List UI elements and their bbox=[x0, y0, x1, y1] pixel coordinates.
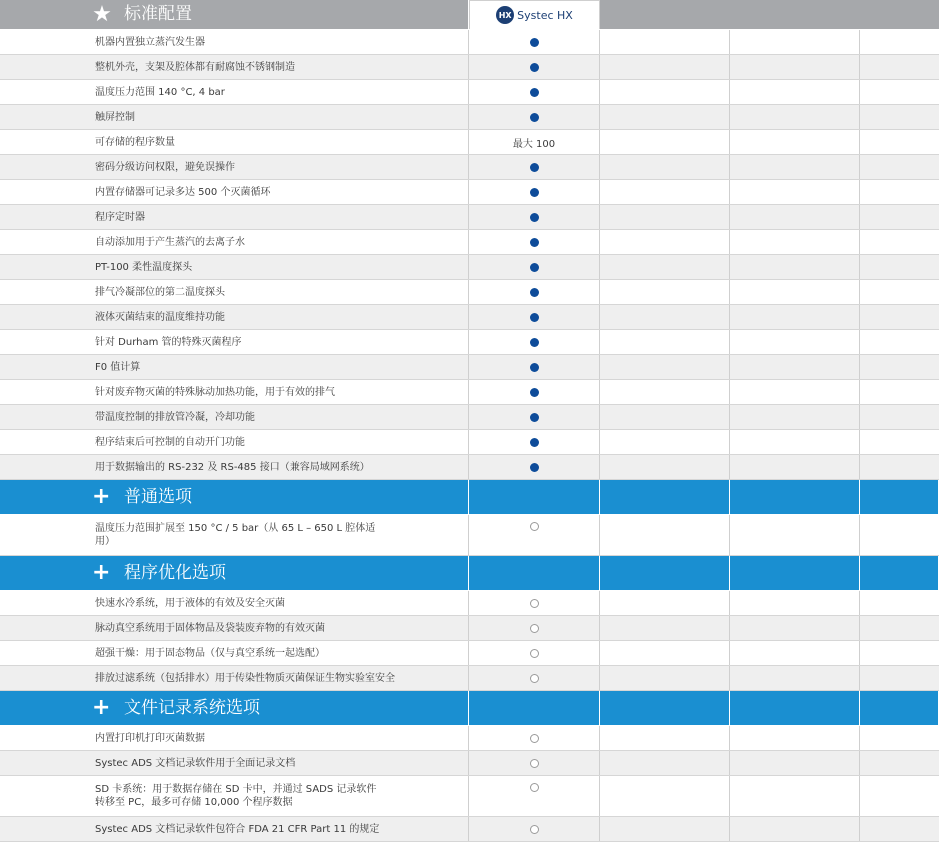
standard-dot-icon bbox=[530, 163, 539, 172]
standard-dot-icon bbox=[530, 413, 539, 422]
optional-circle-icon bbox=[530, 825, 539, 834]
model-value-cell bbox=[469, 205, 600, 229]
standard-dot-icon bbox=[530, 363, 539, 372]
section-empty-col bbox=[469, 691, 600, 725]
table-row bbox=[0, 105, 939, 130]
table-row bbox=[0, 330, 939, 355]
section-empty-col bbox=[469, 556, 600, 590]
model-value-cell bbox=[469, 405, 600, 429]
model-value-cell bbox=[469, 666, 600, 690]
optional-circle-icon bbox=[530, 649, 539, 658]
table-row bbox=[0, 455, 939, 480]
empty-cell bbox=[730, 591, 860, 615]
model-value-cell bbox=[469, 80, 600, 104]
empty-cell bbox=[730, 355, 860, 379]
optional-circle-icon bbox=[530, 674, 539, 683]
feature-label: 机器内置独立蒸汽发生器 bbox=[0, 30, 469, 54]
empty-cell bbox=[600, 380, 730, 404]
feature-label: 针对废弃物灭菌的特殊脉动加热功能，用于有效的排气 bbox=[0, 380, 469, 404]
empty-cell bbox=[860, 305, 939, 329]
empty-cell bbox=[860, 155, 939, 179]
model-value-cell bbox=[469, 230, 600, 254]
section-empty-col bbox=[860, 691, 939, 725]
table-row bbox=[0, 305, 939, 330]
feature-label: PT-100 柔性温度探头 bbox=[0, 255, 469, 279]
table-row bbox=[0, 666, 939, 691]
table-row bbox=[0, 751, 939, 776]
feature-label: 液体灭菌结束的温度维持功能 bbox=[0, 305, 469, 329]
empty-cell bbox=[730, 55, 860, 79]
feature-label: 程序结束后可控制的自动开门功能 bbox=[0, 430, 469, 454]
empty-cell bbox=[600, 205, 730, 229]
feature-label: Systec ADS 文档记录软件用于全面记录文档 bbox=[0, 751, 469, 775]
standard-dot-icon bbox=[530, 238, 539, 247]
table-row bbox=[0, 515, 939, 556]
empty-cell bbox=[860, 515, 939, 555]
table-row bbox=[0, 430, 939, 455]
optional-circle-icon bbox=[530, 599, 539, 608]
optional-circle-icon bbox=[530, 624, 539, 633]
standard-dot-icon bbox=[530, 463, 539, 472]
empty-cell bbox=[600, 280, 730, 304]
section-title: 程序优化选项 bbox=[124, 562, 226, 583]
model-value-cell bbox=[469, 817, 600, 841]
feature-label: 自动添加用于产生蒸汽的去离子水 bbox=[0, 230, 469, 254]
empty-cell bbox=[600, 666, 730, 690]
feature-label: Systec ADS 文档记录软件包符合 FDA 21 CFR Part 11 的规定 bbox=[0, 817, 469, 841]
empty-cell bbox=[860, 666, 939, 690]
empty-cell bbox=[600, 616, 730, 640]
model-value-cell bbox=[469, 380, 600, 404]
model-value-cell bbox=[469, 776, 600, 816]
empty-cell bbox=[860, 616, 939, 640]
model-value-cell bbox=[469, 430, 600, 454]
empty-cell bbox=[860, 55, 939, 79]
empty-cell bbox=[860, 355, 939, 379]
section-empty-col bbox=[730, 691, 860, 725]
optional-circle-icon bbox=[530, 783, 539, 792]
table-row bbox=[0, 55, 939, 80]
feature-label: 密码分级访问权限，避免误操作 bbox=[0, 155, 469, 179]
empty-cell bbox=[600, 130, 730, 154]
empty-cell bbox=[860, 180, 939, 204]
empty-cell bbox=[600, 455, 730, 479]
model-value-cell bbox=[469, 515, 600, 555]
empty-cell bbox=[860, 380, 939, 404]
model-value-cell bbox=[469, 591, 600, 615]
model-value-cell bbox=[469, 751, 600, 775]
table-row bbox=[0, 405, 939, 430]
empty-cell bbox=[600, 817, 730, 841]
empty-cell bbox=[600, 751, 730, 775]
empty-cell bbox=[860, 80, 939, 104]
model-value-cell bbox=[469, 355, 600, 379]
empty-cell bbox=[600, 641, 730, 665]
table-row bbox=[0, 80, 939, 105]
empty-cell bbox=[730, 380, 860, 404]
empty-cell bbox=[600, 355, 730, 379]
empty-cell bbox=[730, 230, 860, 254]
section-empty-col bbox=[600, 480, 730, 514]
empty-cell bbox=[860, 230, 939, 254]
model-value-cell bbox=[469, 255, 600, 279]
feature-label: 内置打印机打印灭菌数据 bbox=[0, 726, 469, 750]
model-value-cell bbox=[469, 330, 600, 354]
section-empty-col bbox=[600, 556, 730, 590]
feature-label: 排放过滤系统（包括排水）用于传染性物质灭菌保证生物实验室安全 bbox=[0, 666, 469, 690]
standard-dot-icon bbox=[530, 63, 539, 72]
model-header-cell bbox=[469, 0, 600, 29]
empty-cell bbox=[860, 817, 939, 841]
option-sections bbox=[0, 480, 939, 842]
empty-cell bbox=[730, 205, 860, 229]
empty-cell bbox=[730, 255, 860, 279]
table-row bbox=[0, 130, 939, 155]
empty-cell bbox=[860, 641, 939, 665]
standard-dot-icon bbox=[530, 338, 539, 347]
empty-cell bbox=[860, 280, 939, 304]
header-title-cell bbox=[0, 0, 469, 29]
table-row bbox=[0, 280, 939, 305]
standard-dot-icon bbox=[530, 313, 539, 322]
header-empty-col bbox=[730, 0, 860, 29]
model-value-cell bbox=[469, 55, 600, 79]
section-empty-col bbox=[600, 691, 730, 725]
feature-label: 温度压力范围 140 °C, 4 bar bbox=[0, 80, 469, 104]
feature-label: 用于数据输出的 RS-232 及 RS-485 接口（兼容局域网系统） bbox=[0, 455, 469, 479]
empty-cell bbox=[600, 430, 730, 454]
model-name: Systec HX bbox=[517, 8, 573, 22]
table-row bbox=[0, 591, 939, 616]
empty-cell bbox=[730, 180, 860, 204]
empty-cell bbox=[730, 130, 860, 154]
feature-label: 程序定时器 bbox=[0, 205, 469, 229]
table-row bbox=[0, 255, 939, 280]
section-title: 普通选项 bbox=[124, 486, 192, 507]
section-header bbox=[0, 691, 939, 726]
table-row bbox=[0, 155, 939, 180]
model-value-cell bbox=[469, 641, 600, 665]
standard-dot-icon bbox=[530, 388, 539, 397]
model-value-cell bbox=[469, 455, 600, 479]
table-row bbox=[0, 205, 939, 230]
feature-label: 温度压力范围扩展至 150 °C / 5 bar（从 65 L – 650 L 腔体适用） bbox=[0, 515, 469, 555]
empty-cell bbox=[730, 666, 860, 690]
model-value-cell bbox=[469, 726, 600, 750]
section-empty-col bbox=[730, 556, 860, 590]
feature-label: 超强干燥：用于固态物品（仅与真空系统一起选配） bbox=[0, 641, 469, 665]
empty-cell bbox=[860, 255, 939, 279]
empty-cell bbox=[860, 105, 939, 129]
table-row bbox=[0, 355, 939, 380]
empty-cell bbox=[600, 330, 730, 354]
feature-label: 内置存储器可记录多达 500 个灭菌循环 bbox=[0, 180, 469, 204]
model-value-cell bbox=[469, 305, 600, 329]
section-empty-col bbox=[860, 480, 939, 514]
section-header bbox=[0, 480, 939, 515]
empty-cell bbox=[600, 515, 730, 555]
table-row bbox=[0, 616, 939, 641]
model-value-cell bbox=[469, 130, 600, 154]
empty-cell bbox=[600, 155, 730, 179]
empty-cell bbox=[730, 616, 860, 640]
empty-cell bbox=[860, 330, 939, 354]
empty-cell bbox=[730, 726, 860, 750]
feature-label: F0 值计算 bbox=[0, 355, 469, 379]
empty-cell bbox=[730, 155, 860, 179]
feature-label: SD 卡系统：用于数据存储在 SD 卡中，并通过 SADS 记录软件转移至 PC，最多可存储 10,000 个程序数据 bbox=[0, 776, 469, 816]
feature-label: 整机外壳，支架及腔体都有耐腐蚀不锈钢制造 bbox=[0, 55, 469, 79]
standard-dot-icon bbox=[530, 213, 539, 222]
optional-circle-icon bbox=[530, 522, 539, 531]
empty-cell bbox=[600, 230, 730, 254]
empty-cell bbox=[730, 430, 860, 454]
model-value-text: 最大 100 bbox=[512, 138, 556, 150]
model-value-cell bbox=[469, 280, 600, 304]
section-title-cell bbox=[0, 691, 469, 725]
plus-icon: + bbox=[92, 560, 111, 585]
empty-cell bbox=[730, 455, 860, 479]
section-empty-col bbox=[860, 556, 939, 590]
empty-cell bbox=[730, 330, 860, 354]
empty-cell bbox=[600, 255, 730, 279]
section-empty-col bbox=[469, 480, 600, 514]
empty-cell bbox=[730, 751, 860, 775]
empty-cell bbox=[730, 80, 860, 104]
table-row bbox=[0, 817, 939, 842]
optional-circle-icon bbox=[530, 759, 539, 768]
table-row bbox=[0, 30, 939, 55]
feature-label: 快速水冷系统，用于液体的有效及安全灭菌 bbox=[0, 591, 469, 615]
plus-icon: + bbox=[92, 484, 111, 509]
header-title: 标准配置 bbox=[124, 4, 192, 24]
model-value-cell bbox=[469, 180, 600, 204]
table-row bbox=[0, 380, 939, 405]
section-header bbox=[0, 556, 939, 591]
model-value-cell bbox=[469, 105, 600, 129]
table-row bbox=[0, 180, 939, 205]
empty-cell bbox=[860, 205, 939, 229]
section-title: 文件记录系统选项 bbox=[124, 697, 260, 718]
header-empty-col bbox=[600, 0, 730, 29]
empty-cell bbox=[860, 30, 939, 54]
table-row bbox=[0, 726, 939, 751]
feature-label: 脉动真空系统用于固体物品及袋装废弃物的有效灭菌 bbox=[0, 616, 469, 640]
empty-cell bbox=[730, 305, 860, 329]
empty-cell bbox=[600, 776, 730, 816]
empty-cell bbox=[600, 180, 730, 204]
empty-cell bbox=[730, 105, 860, 129]
feature-label: 带温度控制的排放管冷凝，冷却功能 bbox=[0, 405, 469, 429]
plus-icon: + bbox=[92, 695, 111, 720]
section-empty-col bbox=[730, 480, 860, 514]
feature-label: 可存储的程序数量 bbox=[0, 130, 469, 154]
standard-dot-icon bbox=[530, 88, 539, 97]
standard-dot-icon bbox=[530, 188, 539, 197]
standard-dot-icon bbox=[530, 113, 539, 122]
empty-cell bbox=[730, 515, 860, 555]
table-header bbox=[0, 0, 939, 30]
table-row bbox=[0, 230, 939, 255]
standard-dot-icon bbox=[530, 263, 539, 272]
empty-cell bbox=[730, 30, 860, 54]
section-title-cell bbox=[0, 480, 469, 514]
model-value-cell bbox=[469, 155, 600, 179]
feature-label: 触屏控制 bbox=[0, 105, 469, 129]
empty-cell bbox=[600, 80, 730, 104]
empty-cell bbox=[730, 405, 860, 429]
empty-cell bbox=[600, 30, 730, 54]
standard-features bbox=[0, 30, 939, 480]
feature-label: 针对 Durham 管的特殊灭菌程序 bbox=[0, 330, 469, 354]
table-row bbox=[0, 776, 939, 817]
section-title-cell bbox=[0, 556, 469, 590]
empty-cell bbox=[730, 641, 860, 665]
empty-cell bbox=[860, 726, 939, 750]
empty-cell bbox=[860, 591, 939, 615]
empty-cell bbox=[860, 405, 939, 429]
header-empty-col bbox=[860, 0, 939, 29]
empty-cell bbox=[860, 776, 939, 816]
model-value-cell bbox=[469, 616, 600, 640]
empty-cell bbox=[600, 726, 730, 750]
optional-circle-icon bbox=[530, 734, 539, 743]
empty-cell bbox=[600, 55, 730, 79]
table-row bbox=[0, 641, 939, 666]
empty-cell bbox=[730, 817, 860, 841]
empty-cell bbox=[600, 405, 730, 429]
empty-cell bbox=[600, 105, 730, 129]
empty-cell bbox=[730, 776, 860, 816]
empty-cell bbox=[860, 455, 939, 479]
empty-cell bbox=[860, 751, 939, 775]
standard-dot-icon bbox=[530, 38, 539, 47]
empty-cell bbox=[600, 305, 730, 329]
standard-dot-icon bbox=[530, 438, 539, 447]
model-badge: HX bbox=[496, 6, 514, 24]
feature-label: 排气冷凝部位的第二温度探头 bbox=[0, 280, 469, 304]
standard-dot-icon bbox=[530, 288, 539, 297]
empty-cell bbox=[730, 280, 860, 304]
model-value-cell bbox=[469, 30, 600, 54]
empty-cell bbox=[860, 130, 939, 154]
empty-cell bbox=[860, 430, 939, 454]
empty-cell bbox=[600, 591, 730, 615]
star-icon: ★ bbox=[92, 1, 112, 27]
